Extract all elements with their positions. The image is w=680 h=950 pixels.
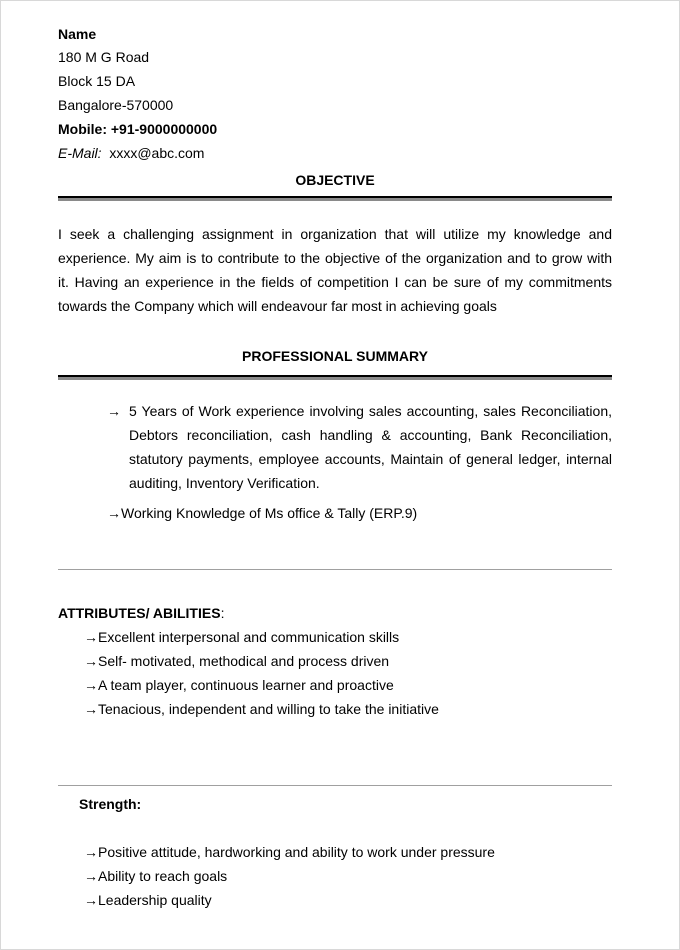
divider [58, 569, 612, 570]
summary-heading: PROFESSIONAL SUMMARY [242, 348, 428, 364]
email-row [58, 141, 204, 165]
objective-rule [58, 196, 612, 198]
list-item [84, 697, 439, 721]
list-item [84, 840, 495, 864]
list-item-text: Excellent interpersonal and communication skills [98, 629, 400, 645]
address-line-1: 180 M G Road [58, 49, 150, 65]
list-item-text: Self- motivated, methodical and process driven [98, 653, 390, 669]
arrow-icon: → [84, 653, 98, 669]
list-item [84, 864, 495, 888]
list-item-text: Tenacious, independent and willing to take the initiative [98, 701, 439, 717]
list-item-text: Ability to reach goals [98, 868, 228, 884]
list-item-text: A team player, continuous learner and proactive [98, 677, 394, 693]
summary-item [107, 399, 612, 495]
arrow-icon: → [84, 868, 98, 884]
list-item-text: Leadership quality [98, 892, 212, 908]
arrow-icon: → [84, 677, 98, 693]
attributes-list [84, 625, 439, 721]
arrow-icon: → [84, 701, 98, 717]
arrow-icon: → [107, 505, 121, 521]
email-value: xxxx@abc.com [109, 145, 205, 161]
arrow-icon: → [84, 892, 98, 908]
summary-item-text: Working Knowledge of Ms office & Tally (ERP.9) [121, 505, 418, 521]
arrow-icon: → [107, 403, 121, 419]
list-item [84, 673, 439, 697]
attributes-heading-row [58, 601, 224, 625]
list-item [84, 888, 495, 912]
address-line-2: Block 15 DA [58, 73, 136, 89]
email-label: E-Mail: [58, 145, 102, 161]
name: Name [58, 26, 97, 42]
summary-rule [58, 375, 612, 377]
strength-list [84, 840, 495, 912]
arrow-icon: → [84, 844, 98, 860]
attributes-colon: : [220, 605, 225, 621]
summary-item [107, 501, 417, 525]
mobile: Mobile: +91-9000000000 [58, 121, 218, 137]
list-item [84, 625, 439, 649]
strength-heading: Strength: [79, 796, 142, 812]
summary-item-text: 5 Years of Work experience involving sales accounting, sales Reconciliation, Debtors reconciliation, cash handling & accounting, Bank Reconciliation, statutory payments, employee accounts, Maintain of general ledger, internal auditing, Inventory Verification. [129, 403, 612, 491]
arrow-icon: → [84, 629, 98, 645]
objective-heading: OBJECTIVE [295, 172, 375, 188]
list-item-text: Positive attitude, hardworking and ability to work under pressure [98, 844, 495, 860]
address-line-3: Bangalore-570000 [58, 97, 174, 113]
divider [58, 785, 612, 786]
attributes-heading: ATTRIBUTES/ ABILITIES [58, 605, 221, 621]
list-item [84, 649, 439, 673]
objective-text: I seek a challenging assignment in organization that will utilize my knowledge and experience. My aim is to contribute to the objective of the organization and to grow with it. Having an experience in the fields of competition I can be sure of my commitments towards the Company which will endeavour far most in achieving goals [58, 226, 612, 314]
